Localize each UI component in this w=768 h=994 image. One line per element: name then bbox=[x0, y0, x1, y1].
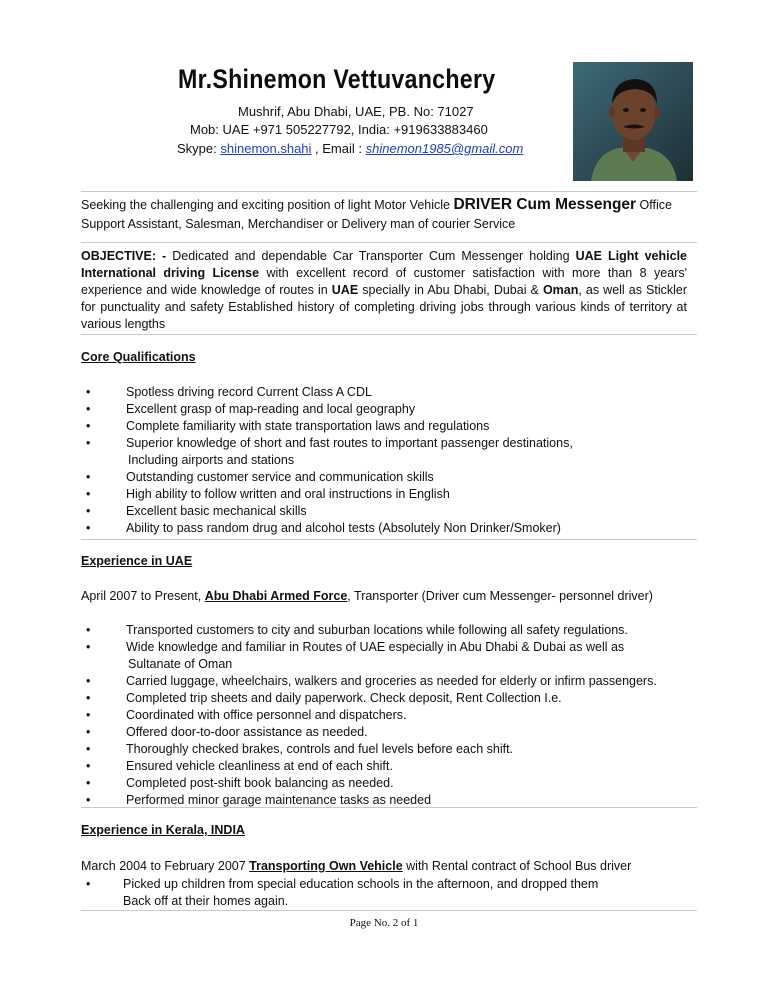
objective-text: specially in Abu Dhabi, Dubai & bbox=[358, 283, 543, 297]
item-text: Performed minor garage maintenance tasks as needed bbox=[126, 793, 432, 807]
item-text: Thoroughly checked brakes, controls and fuel levels before each shift. bbox=[126, 742, 514, 756]
objective-license: UAE Light vehicle International driving License bbox=[81, 249, 687, 280]
list-item bbox=[81, 690, 691, 707]
list-item bbox=[81, 401, 691, 418]
objective-uae: UAE bbox=[331, 283, 359, 297]
list-item bbox=[81, 435, 691, 469]
list-item bbox=[81, 469, 691, 486]
divider bbox=[81, 242, 697, 243]
kerala-dates: March 2004 to February 2007 bbox=[81, 859, 250, 873]
divider bbox=[81, 539, 697, 540]
objective-text: Dedicated and dependable Car Transporter Cum Messenger holding bbox=[172, 249, 576, 263]
item-continuation: Back off at their homes again. bbox=[123, 894, 289, 908]
item-text: Transported customers to city and suburban locations while following all safety regulations. bbox=[126, 623, 628, 637]
list-item bbox=[81, 418, 691, 435]
skype-label: Skype: bbox=[177, 141, 221, 156]
divider bbox=[81, 334, 697, 335]
objective-oman: Oman bbox=[542, 283, 579, 297]
mobile-numbers: Mob: UAE +971 505227792, India: +919633883460 bbox=[190, 122, 488, 137]
uae-employer: Abu Dhabi Armed Force bbox=[204, 589, 348, 603]
bullet-icon: • bbox=[86, 759, 91, 773]
core-qualifications-heading: Core Qualifications bbox=[81, 350, 196, 364]
bullet-icon: • bbox=[86, 708, 91, 722]
kerala-duties-list bbox=[81, 876, 691, 910]
objective-paragraph bbox=[81, 248, 687, 333]
email-label: , Email : bbox=[311, 141, 366, 156]
list-item bbox=[81, 520, 691, 537]
bullet-icon: • bbox=[86, 385, 91, 399]
bullet-icon: • bbox=[86, 623, 91, 637]
seeking-text-1: Seeking the challenging and exciting position of light Motor Vehicle bbox=[81, 198, 454, 212]
list-item bbox=[81, 741, 691, 758]
item-text: Picked up children from special education schools in the afternoon, and dropped them bbox=[123, 877, 599, 891]
list-item bbox=[81, 724, 691, 741]
uae-dates: April 2007 to Present, bbox=[81, 589, 205, 603]
list-item bbox=[81, 876, 691, 910]
list-item bbox=[81, 384, 691, 401]
item-continuation: Sultanate of Oman bbox=[128, 657, 233, 671]
list-item bbox=[81, 673, 691, 690]
item-text: Wide knowledge and familiar in Routes of UAE especially in Abu Dhabi & Dubai as well as bbox=[126, 640, 625, 654]
kerala-position-line bbox=[81, 858, 687, 875]
bullet-icon: • bbox=[86, 470, 91, 484]
bullet-icon: • bbox=[86, 776, 91, 790]
address: Mushrif, Abu Dhabi, UAE, PB. No: 71027 bbox=[238, 104, 474, 119]
uae-role: , Transporter (Driver cum Messenger- personnel driver) bbox=[347, 589, 653, 603]
item-text: Coordinated with office personnel and dispatchers. bbox=[126, 708, 407, 722]
bullet-icon: • bbox=[86, 674, 91, 688]
uae-duties-list bbox=[81, 622, 691, 809]
item-text: Outstanding customer service and communication skills bbox=[126, 470, 434, 484]
list-item bbox=[81, 758, 691, 775]
bullet-icon: • bbox=[86, 877, 91, 891]
bullet-icon: • bbox=[86, 691, 91, 705]
core-qualifications-list bbox=[81, 384, 691, 537]
item-text: Ability to pass random drug and alcohol tests (Absolutely Non Drinker/Smoker) bbox=[126, 521, 561, 535]
item-text: High ability to follow written and oral instructions in English bbox=[126, 487, 450, 501]
candidate-name: Mr.Shinemon Vettuvanchery bbox=[178, 64, 496, 94]
item-text: Spotless driving record Current Class A CDL bbox=[126, 385, 372, 399]
bullet-icon: • bbox=[86, 419, 91, 433]
item-text: Superior knowledge of short and fast routes to important passenger destinations, bbox=[126, 436, 573, 450]
bullet-icon: • bbox=[86, 521, 91, 535]
experience-uae-heading: Experience in UAE bbox=[81, 554, 193, 568]
item-text: Excellent basic mechanical skills bbox=[126, 504, 307, 518]
item-text: Complete familiarity with state transportation laws and regulations bbox=[126, 419, 490, 433]
bullet-icon: • bbox=[86, 487, 91, 501]
list-item bbox=[81, 775, 691, 792]
bullet-icon: • bbox=[86, 640, 91, 654]
item-text: Offered door-to-door assistance as needed. bbox=[126, 725, 368, 739]
email-link[interactable]: shinemon1985@gmail.com bbox=[365, 141, 524, 156]
list-item bbox=[81, 707, 691, 724]
skype-email-line bbox=[177, 141, 523, 156]
kerala-employer: Transporting Own Vehicle bbox=[249, 859, 403, 873]
page-number: Page No. 2 of 1 bbox=[349, 917, 419, 929]
divider bbox=[81, 807, 697, 808]
seeking-text-2: Office Support Assistant, Salesman, Merchandiser or Delivery man of courier Service bbox=[81, 198, 672, 231]
bullet-icon: • bbox=[86, 504, 91, 518]
kerala-role: with Rental contract of School Bus driver bbox=[402, 859, 632, 873]
list-item bbox=[81, 503, 691, 520]
item-text: Ensured vehicle cleanliness at end of each shift. bbox=[126, 759, 393, 773]
bullet-icon: • bbox=[86, 725, 91, 739]
item-text: Completed trip sheets and daily paperwork. Check deposit, Rent Collection I.e. bbox=[126, 691, 562, 705]
list-item bbox=[81, 486, 691, 503]
list-item bbox=[81, 639, 691, 673]
uae-position-line bbox=[81, 588, 687, 605]
objective-text: , as well as Stickler for punctuality and safety Established history of completing driving jobs through various kinds of territory at various lengths bbox=[81, 283, 687, 331]
profile-photo bbox=[573, 62, 693, 181]
bullet-icon: • bbox=[86, 436, 91, 450]
item-text: Carried luggage, wheelchairs, walkers and groceries as needed for elderly or infirm passengers. bbox=[126, 674, 657, 688]
skype-link[interactable]: shinemon.shahi bbox=[220, 141, 312, 156]
item-text: Completed post-shift book balancing as needed. bbox=[126, 776, 394, 790]
seeking-highlight: DRIVER Cum Messenger bbox=[453, 196, 637, 213]
divider bbox=[81, 910, 697, 911]
bullet-icon: • bbox=[86, 793, 91, 807]
experience-kerala-heading: Experience in Kerala, INDIA bbox=[81, 823, 245, 837]
bullet-icon: • bbox=[86, 402, 91, 416]
item-text: Excellent grasp of map-reading and local geography bbox=[126, 402, 416, 416]
seeking-statement bbox=[81, 195, 687, 234]
objective-text: with excellent record of customer satisfaction with more than 8 years' experience and wide knowledge of routes in bbox=[81, 266, 687, 297]
bullet-icon: • bbox=[86, 742, 91, 756]
list-item bbox=[81, 622, 691, 639]
objective-label: OBJECTIVE: - bbox=[81, 249, 173, 263]
item-continuation: Including airports and stations bbox=[128, 453, 295, 467]
divider bbox=[81, 191, 697, 192]
